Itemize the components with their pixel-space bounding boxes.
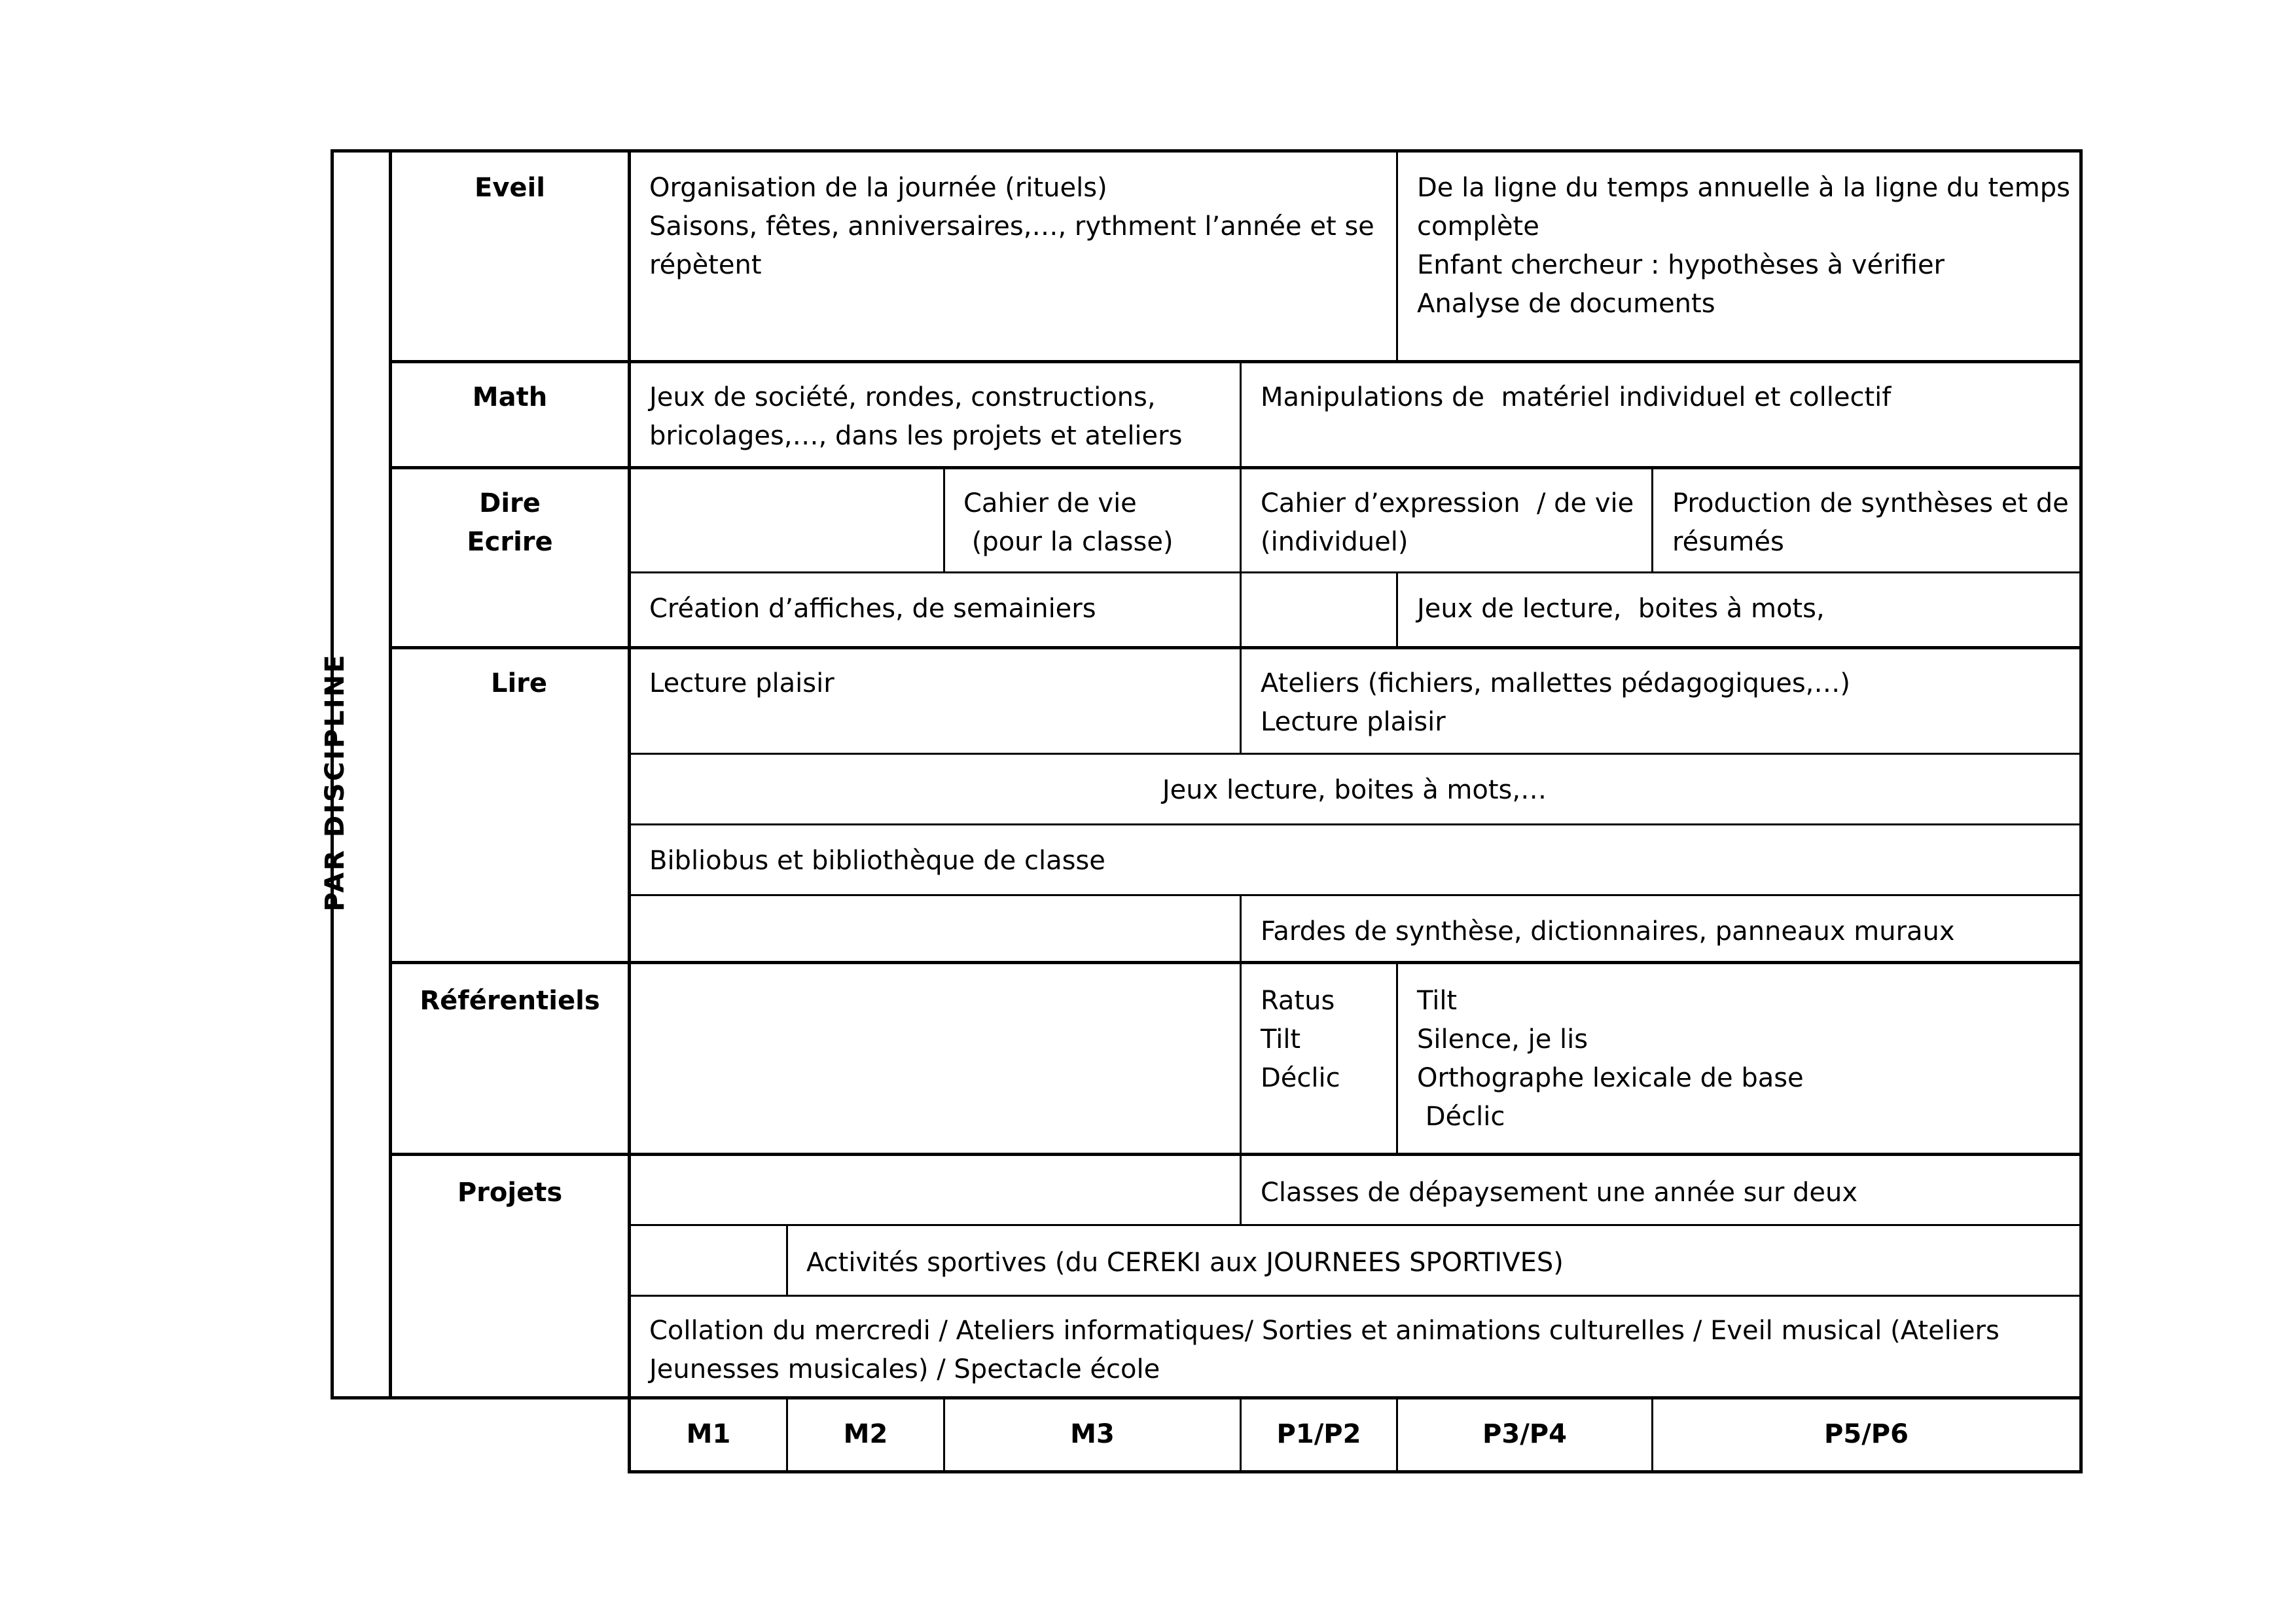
frame-bottom-left: [331, 1396, 2083, 1399]
eveil-right-line-2: complète: [1417, 211, 1539, 242]
ateliers-line-1: Ateliers (fichiers, mallettes pédagogiques,…): [1261, 668, 1850, 698]
eveil-left-line-1: Organisation de la journée (rituels): [649, 173, 1107, 203]
level-m3: M3: [1070, 1419, 1115, 1449]
vdiv-ref-p1p2: [1240, 962, 1242, 1154]
divider-lire-sub2: [630, 823, 2081, 825]
vdiv-dire-p1p2: [1240, 467, 1242, 647]
ref-p1p2-line-1: Ratus: [1261, 986, 1335, 1016]
vdiv-dire-m3: [943, 467, 945, 573]
level-p5p6: P5/P6: [1824, 1419, 1909, 1449]
eveil-right-line-3: Enfant chercheur : hypothèses à vérifier: [1417, 250, 1945, 280]
label-ecrire: Ecrire: [467, 527, 553, 557]
label-lire: Lire: [490, 668, 548, 698]
vdiv-lire-top: [1240, 647, 1242, 754]
ref-p1p2-line-3: Déclic: [1261, 1063, 1340, 1093]
eveil-right-line-1: De la ligne du temps annuelle à la ligne du temps: [1417, 173, 2070, 203]
bibliobus: Bibliobus et bibliothèque de classe: [649, 846, 1105, 876]
level-p1p2: P1/P2: [1276, 1419, 1361, 1449]
ref-p3p6-line-2: Silence, je lis: [1417, 1024, 1588, 1055]
divider-math-dire: [389, 466, 2083, 469]
vdiv-dire-p3p4: [1396, 573, 1398, 647]
label-math: Math: [472, 382, 548, 412]
math-left-line-2: bricolages,…, dans les projets et ateliers: [649, 421, 1183, 451]
level-m2: M2: [843, 1419, 888, 1449]
divider-lire-referentiels: [389, 961, 2083, 964]
divider-dire-sub: [630, 571, 2081, 573]
vdiv-math: [1240, 361, 1242, 467]
frame-top: [331, 149, 2083, 153]
ref-p3p6-line-3: Orthographe lexicale de base: [1417, 1063, 1804, 1093]
divider-lire-sub1: [630, 753, 2081, 755]
level-m1: M1: [686, 1419, 731, 1449]
eveil-left-line-2: Saisons, fêtes, anniversaires,…, rythment l’année et se: [649, 211, 1374, 242]
fardes-synthese: Fardes de synthèse, dictionnaires, panneaux muraux: [1261, 916, 1955, 947]
divider-eveil-math: [389, 360, 2083, 363]
cahier-expression-line-1: Cahier d’expression / de vie: [1261, 488, 1634, 518]
label-referentiels: Référentiels: [420, 986, 600, 1016]
lecture-plaisir: Lecture plaisir: [649, 668, 834, 698]
vdiv-lire-bottom: [1240, 895, 1242, 962]
math-left-line-1: Jeux de société, rondes, constructions,: [649, 382, 1156, 412]
math-right-line-1: Manipulations de matériel individuel et collectif: [1261, 382, 1892, 412]
divider-projets-sub2: [630, 1295, 2081, 1297]
divider-dire-lire: [389, 646, 2083, 649]
creation-affiches: Création d’affiches, de semainiers: [649, 594, 1096, 624]
production-line-2: résumés: [1672, 527, 1784, 557]
collation-line-2: Jeunesses musicales) / Spectacle école: [649, 1354, 1160, 1384]
collation-line-1: Collation du mercredi / Ateliers informatiques/ Sorties et animations culturelles / Eveil musical (Ateliers: [649, 1316, 2000, 1346]
side-label-text: PAR DISCIPLINE: [320, 653, 350, 912]
classes-depaysement: Classes de dépaysement une année sur deux: [1261, 1178, 1858, 1208]
eveil-right-line-4: Analyse de documents: [1417, 289, 1715, 319]
jeux-lecture: Jeux lecture, boites à mots,…: [1162, 775, 1547, 805]
cahier-vie-line-2: (pour la classe): [963, 527, 1174, 557]
divider-referentiels-projets: [389, 1153, 2083, 1156]
discipline-column-divider: [628, 149, 631, 1473]
label-dire: Dire: [479, 488, 541, 518]
cahier-expression-line-2: (individuel): [1261, 527, 1408, 557]
jeux-de-lecture: Jeux de lecture, boites à mots,: [1417, 594, 1825, 624]
vdiv-eveil: [1396, 151, 1398, 361]
vdiv-projets-classes: [1240, 1154, 1242, 1225]
activites-sportives: Activités sportives (du CEREKI aux JOURNEES SPORTIVES): [806, 1248, 1564, 1278]
vdiv-ref-p3p4: [1396, 962, 1398, 1154]
cahier-vie-line-1: Cahier de vie: [963, 488, 1137, 518]
ateliers-line-2: Lecture plaisir: [1261, 707, 1446, 737]
vdiv-projets-activites: [786, 1225, 788, 1296]
divider-lire-sub3: [630, 894, 2081, 896]
production-line-1: Production de synthèses et de: [1672, 488, 2069, 518]
ref-p3p6-line-4: Déclic: [1417, 1102, 1505, 1132]
level-p3p4: P3/P4: [1482, 1419, 1567, 1449]
frame-bottom: [628, 1470, 2083, 1473]
label-projets: Projets: [457, 1178, 563, 1208]
ref-p1p2-line-2: Tilt: [1261, 1024, 1301, 1055]
divider-projets-sub1: [630, 1224, 2081, 1226]
frame-right: [2079, 149, 2083, 1473]
label-eveil: Eveil: [475, 173, 545, 203]
ref-p3p6-line-1: Tilt: [1417, 986, 1458, 1016]
eveil-left-line-3: répètent: [649, 250, 762, 280]
vdiv-dire-p5p6: [1651, 467, 1653, 573]
